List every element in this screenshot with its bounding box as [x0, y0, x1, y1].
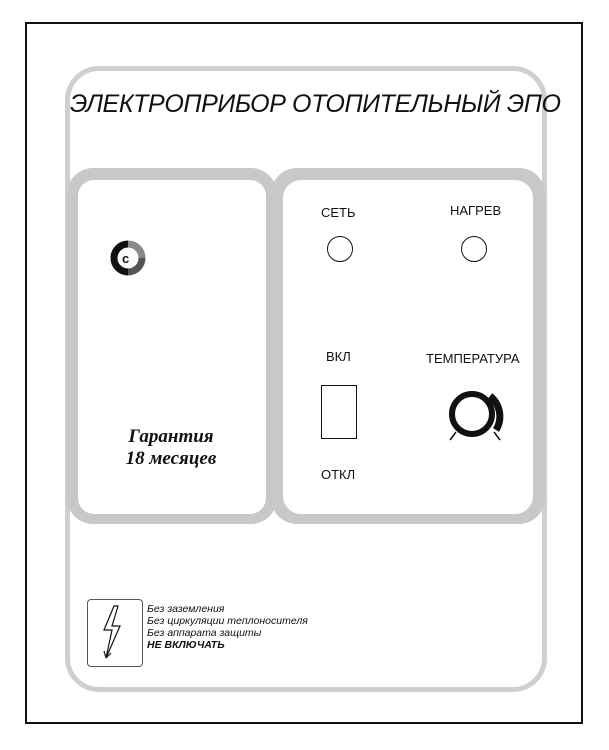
warning-sign: [87, 599, 143, 667]
warranty-text: [96, 426, 246, 470]
heating-label: НАГРЕВ: [450, 203, 502, 218]
certification-mark-icon: [104, 234, 152, 287]
warning-line: Без циркуляции теплоносителя: [147, 615, 308, 627]
warning-line: Без заземления: [147, 603, 225, 615]
warning-emphasis: НЕ ВКЛЮЧАТЬ: [147, 639, 225, 651]
switch-on-label: ВКЛ: [326, 349, 351, 364]
warning-text: [147, 603, 308, 651]
warranty-line1: Гарантия: [128, 426, 214, 447]
lightning-icon: [88, 600, 142, 666]
power-switch[interactable]: [321, 385, 357, 439]
warning-line: Без аппарата защиты: [147, 627, 262, 639]
network-label: СЕТЬ: [321, 205, 356, 220]
warranty-line2: 18 месяцев: [125, 448, 217, 469]
controls-section-inner: [283, 180, 533, 514]
device-title: ЭЛЕКТРОПРИБОР ОТОПИТЕЛЬНЫЙ ЭПО: [70, 90, 561, 118]
temperature-label: ТЕМПЕРАТУРА: [426, 351, 520, 366]
temperature-knob[interactable]: [442, 388, 514, 447]
heating-indicator-lamp: [461, 236, 487, 262]
svg-text:c: c: [122, 251, 130, 266]
network-indicator-lamp: [327, 236, 353, 262]
switch-off-label: ОТКЛ: [321, 467, 356, 482]
